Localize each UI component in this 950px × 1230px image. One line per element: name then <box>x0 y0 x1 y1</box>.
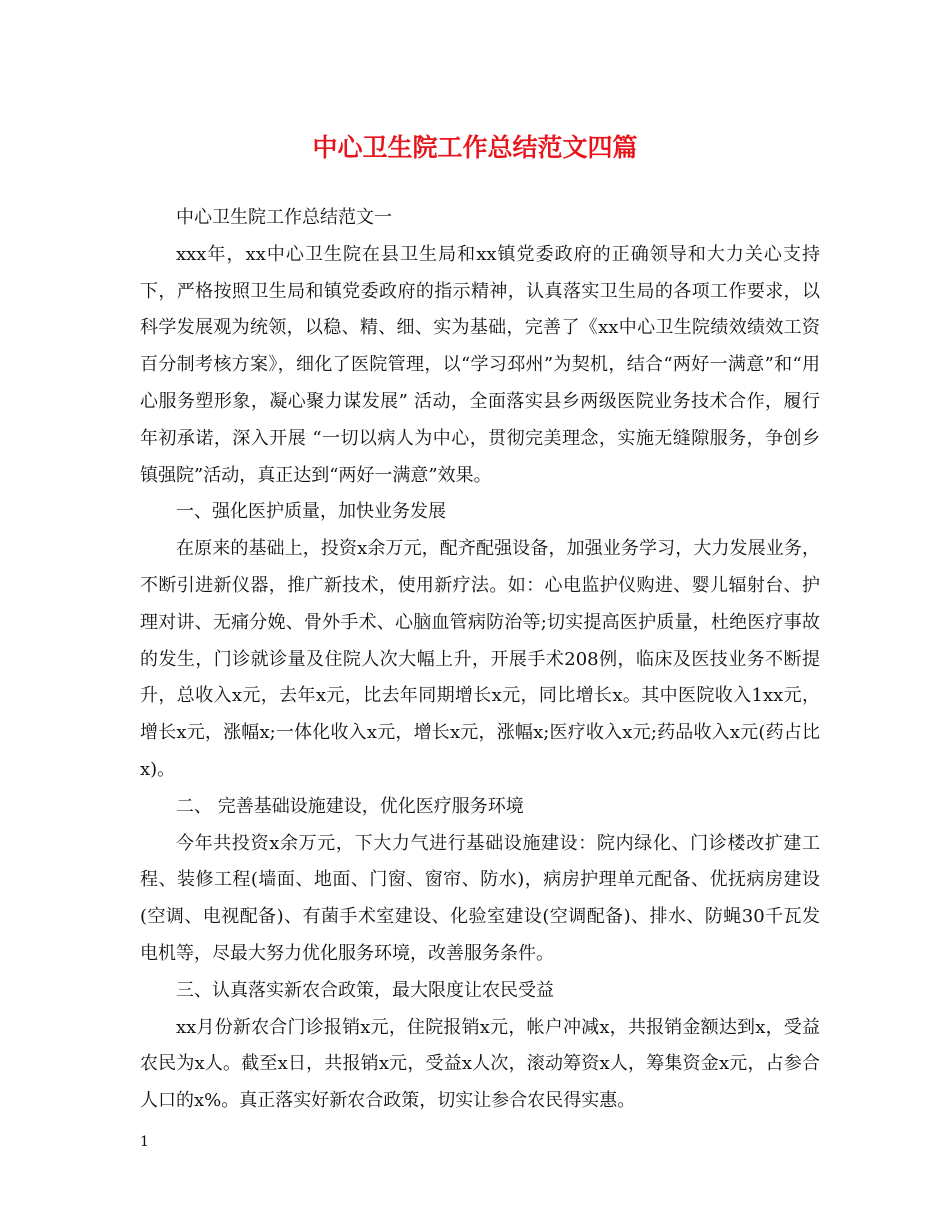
body-paragraph: 今年共投资x余万元，下大力气进行基础设施建设：院内绿化、门诊楼改扩建工程、装修工程(墙面、地面、门窗、窗帘、防水)，病房护理单元配备、优抚病房建设(空调、电视配备)、有菌手术室建设、化验室建设(空调配备)、排水、防蝇30千瓦发电机等，尽最大努力优化服务环境，改善服务条件。 <box>140 832 820 964</box>
document-title: 中心卫生院工作总结范文四篇 <box>312 133 638 162</box>
section-heading: 中心卫生院工作总结范文一 <box>176 207 392 228</box>
body-paragraph: xxx年，xx中心卫生院在县卫生局和xx镇党委政府的正确领导和大力关心支持下，严格按照卫生局和镇党委政府的指示精神，认真落实卫生局的各项工作要求，以科学发展观为统领，以稳、精、细、实为基础，完善了《xx中心卫生院绩效绩效工资百分制考核方案》，细化了医院管理，以“学习邳州”为契机，结合“两好一满意”和“用心服务塑形象，凝心聚力谋发展” 活动，全面落实县乡两级医院业务技术合作，履行年初承诺，深入开展 “一切以病人为中心，贯彻完美理念，实施无缝隙服务，争创乡镇强院”活动，真正达到“两好一满意”效果。 <box>140 243 820 486</box>
section-heading: 一、强化医护质量，加快业务发展 <box>176 501 446 523</box>
section-heading: 二、 完善基础设施建设，优化医疗服务环境 <box>176 795 524 817</box>
document-body <box>140 200 820 1120</box>
body-paragraph: xx月份新农合门诊报销x元，住院报销x元，帐户冲减x，共报销金额达到x，受益农民为x人。截至x日，共报销x元，受益x人次，滚动筹资x人，筹集资金x元，占参合人口的x%。真正落实好新农合政策，切实让参合农民得实惠。 <box>140 1016 820 1112</box>
page-number: 1 <box>140 1134 149 1150</box>
section-heading: 三、认真落实新农合政策，最大限度让农民受益 <box>176 979 554 1001</box>
body-paragraph: 在原来的基础上，投资x余万元，配齐配强设备，加强业务学习，大力发展业务，不断引进新仪器，推广新技术，使用新疗法。如：心电监护仪购进、婴儿辐射台、护理对讲、无痛分娩、骨外手术、心脑血管病防治等;切实提高医护质量，杜绝医疗事故的发生，门诊就诊量及住院人次大幅上升，开展手术208例，临床及医技业务不断提升，总收入x元，去年x元，比去年同期增长x元，同比增长x。其中医院收入1xx元，增长x元，涨幅x;一体化收入x元，增长x元，涨幅x;医疗收入x元;药品收入x元(药占比x)。 <box>140 538 820 780</box>
